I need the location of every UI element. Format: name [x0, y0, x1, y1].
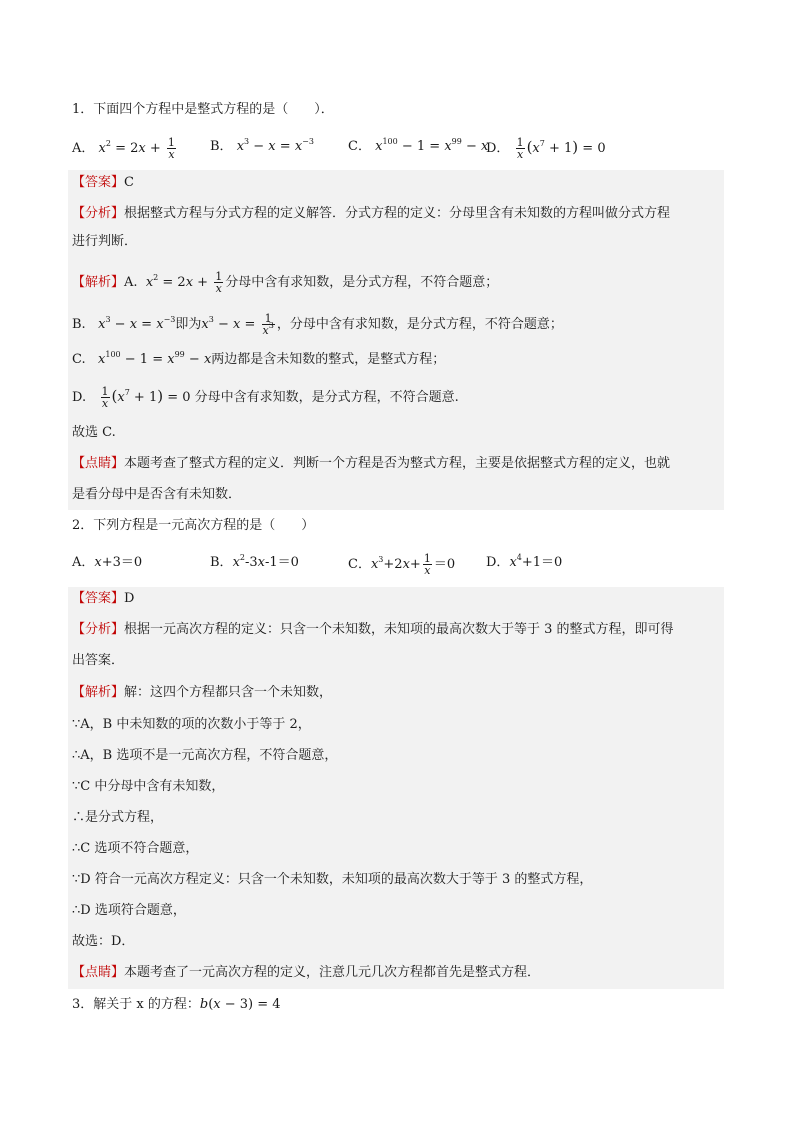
q1-solution-c: C. $x^{100} - 1 = x^{99} - x$两边都是含未知数的整式，是整式方程； [72, 350, 446, 367]
q2-solution-step-4: ∵C 中分母中含有未知数， [72, 779, 225, 794]
q2-solution-step-9: 故选：D． [72, 934, 135, 949]
q2-answer [72, 589, 134, 609]
q2-solution-step-1 [72, 683, 332, 703]
q1-option-b: B． $x^3 - x = x^{-3}$ [210, 137, 314, 154]
q2-stem: 2．下列方程是一元高次方程的是（ ） [72, 518, 315, 533]
q1-solution-d-text: 分母中含有求知数，是分式方程，不符合题意. [194, 390, 459, 405]
q1-analysis [72, 204, 670, 224]
q1-solution-a: 【解析】A. $x^2 = 2x$ + $\frac{1}{x}$ 分母中含有求知数，是分式方程，不符合题意； [72, 270, 499, 295]
q2-answer-tag: 【答案】 [72, 591, 125, 606]
q1-answer-value: C [124, 175, 134, 190]
q2-solution-tag: 【解析】 [72, 685, 125, 700]
q2-comment [72, 963, 540, 983]
q1-comment-text-2: 是看分母中是否含有未知数． [72, 487, 242, 502]
q2-analysis-tag: 【分析】 [72, 622, 125, 637]
q1-comment [72, 454, 670, 474]
q1-analysis-text-2: 进行判断． [72, 234, 138, 249]
q2-analysis-text-1: 根据一元高次方程的定义：只含一个未知数，未知项的最高次数大于等于 3 的整式方程，即可得 [124, 622, 674, 637]
q2-option-d: D．$x^4+1=0$ [486, 553, 563, 570]
q2-analysis-text-2: 出答案． [72, 653, 125, 668]
q1-choose: 故选 C. [72, 425, 116, 440]
q1-answer-tag: 【答案】 [72, 175, 125, 190]
q1-analysis-text-1: 根据整式方程与分式方程的定义解答．分式方程的定义：分母里含有未知数的方程叫做分式方程 [124, 206, 671, 221]
q2-solution-step-7: ∵D 符合一元高次方程定义：只含一个未知数，未知项的最高次数大于等于 3 的整式方程， [72, 872, 593, 887]
q1-option-a: A． $x^2 = 2x$ + $\frac{1}{x}$ [72, 136, 175, 161]
q1-option-c: C． $x^{100} - 1 = x^{99} - x$ [348, 137, 489, 154]
q3-stem: 3．解关于 x 的方程：b(x − 3) = 4 [72, 997, 281, 1012]
q1-option-d: D． $\frac{1}{x}$ $(x^7 + 1) = 0$ [486, 136, 606, 161]
q3-stem-text: 3．解关于 x 的方程： [72, 997, 200, 1012]
q2-option-a: A．x+3＝0 [72, 555, 143, 570]
q2-step-text: 解：这四个方程都只含一个未知数， [124, 685, 333, 700]
q2-comment-tag: 【点睛】 [72, 965, 125, 980]
q2-solution-step-8: ∴D 选项符合题意， [72, 903, 186, 918]
q2-option-c: C．$x^3+2x+$ $\frac{1}{x}$ ＝0 [348, 552, 456, 577]
q1-solution-b-mid: 即为 [175, 317, 202, 332]
q1-analysis-tag: 【分析】 [72, 206, 125, 221]
q1-solution-a-text: 分母中含有求知数，是分式方程，不符合题意； [225, 275, 499, 290]
q1-solution-b: B. $x^3 - x = x^{-3}$即为$x^3 - x$ = $\frac{1}{x^3}$ ，分母中含有求知数，是分式方程，不符合题意； [72, 312, 563, 337]
q2-solution-step-3: ∴A，B 选项不是一元高次方程，不符合题意， [72, 748, 338, 763]
q1-comment-text-1: 本题考查了整式方程的定义．判断一个方程是否为整式方程，主要是依据整式方程的定义，也就 [124, 456, 671, 471]
q1-solution-b-text: ，分母中含有求知数，是分式方程，不符合题意； [276, 317, 563, 332]
q2-analysis [72, 620, 674, 640]
q2-option-b: B．$x^2-3x-1=0$ [210, 553, 299, 570]
q2-answer-value: D [124, 591, 135, 606]
q1-comment-tag: 【点睛】 [72, 456, 125, 471]
q1-solution-tag: 【解析】 [72, 275, 125, 290]
q1-solution-d: D. $\frac{1}{x}$ $(x^7 + 1) = 0$ 分母中含有求知数，是分式方程，不符合题意. [72, 385, 459, 410]
q2-solution-step-5: ∴是分式方程， [72, 810, 164, 825]
q1-stem: 1．下面四个方程中是整式方程的是（ ）． [72, 102, 334, 117]
q1-answer [72, 173, 134, 193]
q2-solution-step-6: ∴C 选项不符合题意， [72, 841, 199, 856]
q2-solution-step-2: ∵A，B 中未知数的项的次数小于等于 2， [72, 717, 311, 732]
q2-comment-text: 本题考查了一元高次方程的定义，注意几元几次方程都首先是整式方程． [124, 965, 541, 980]
q1-solution-c-text: 两边都是含未知数的整式，是整式方程； [211, 352, 446, 367]
